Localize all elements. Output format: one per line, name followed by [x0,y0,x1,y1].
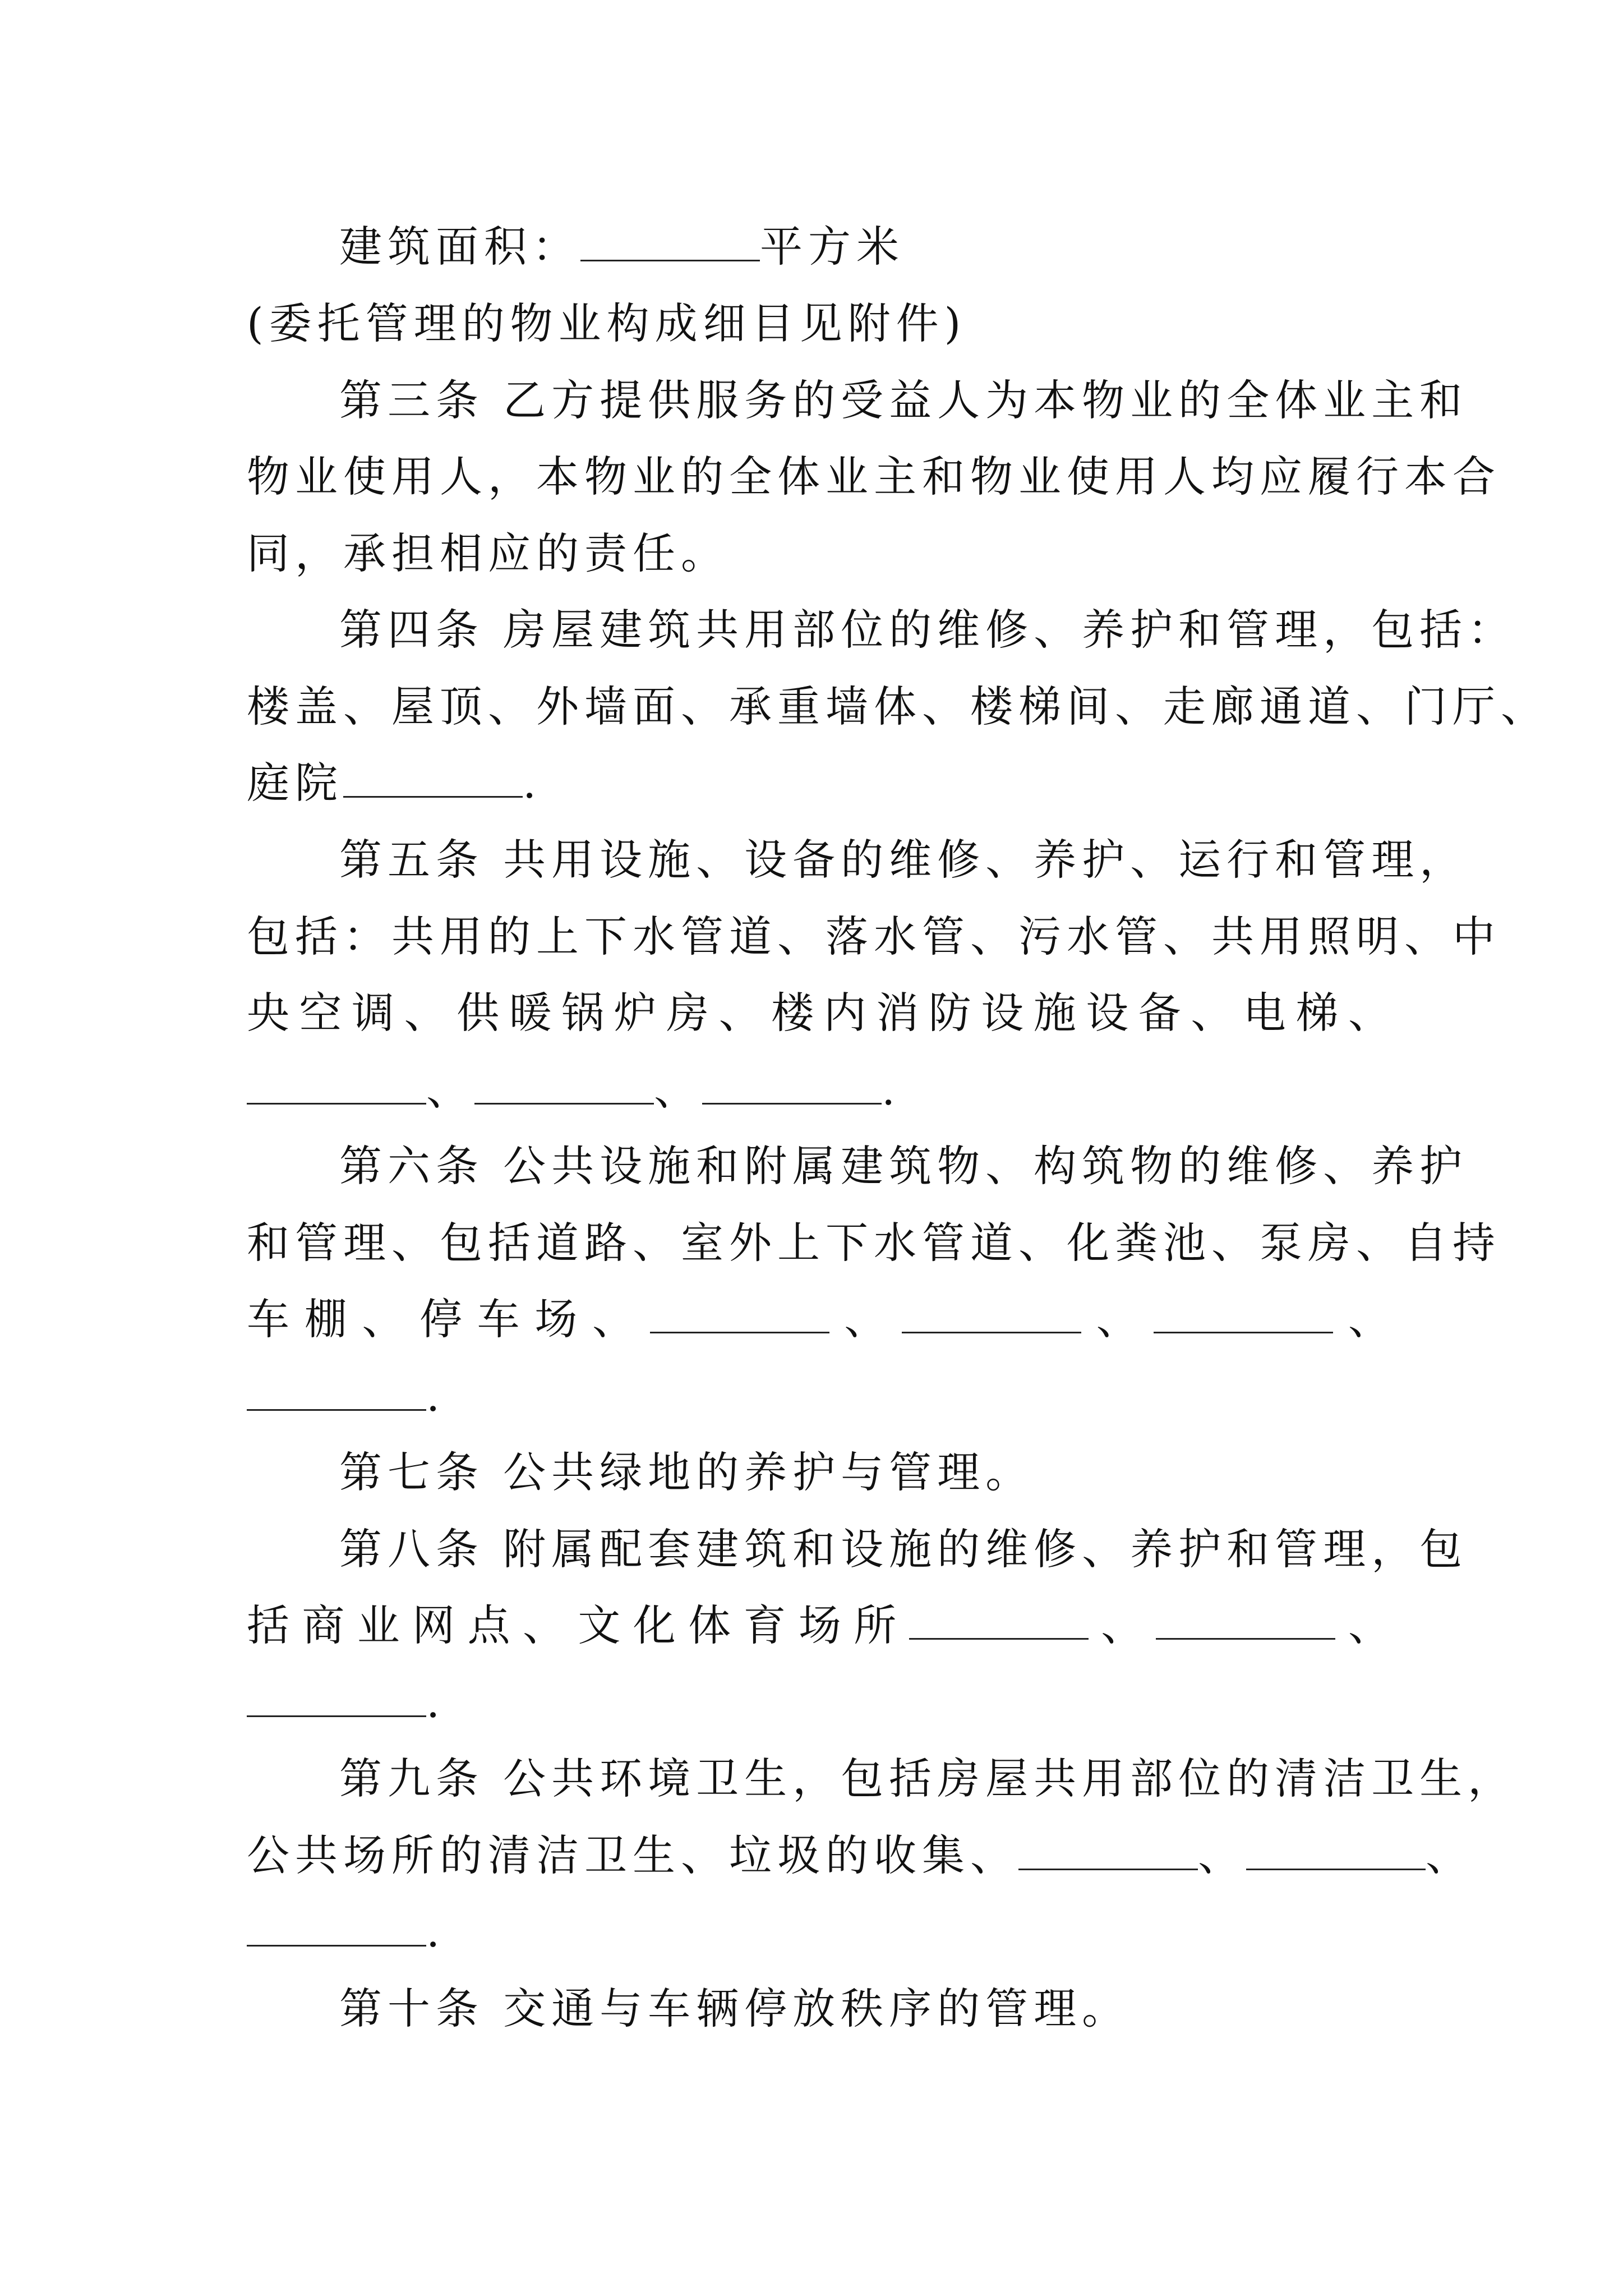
text: 楼盖、屋顶、外墙面、承重墙体、楼梯间、走廊通道、门厅、 [247,682,1549,731]
text: 第四条 房屋建筑共用部位的维修、养护和管理，包括： [339,605,1516,655]
char: 车 [247,1294,289,1344]
char: 场 [798,1600,841,1650]
text: 第十条 交通与车辆停放秩序的管理。 [339,1984,1131,2033]
fill-blank [1018,1828,1198,1870]
text: 第六条 公共设施和附属建筑物、构筑物的维修、养护 [339,1141,1468,1191]
fill-blank [1156,1598,1335,1640]
text: 第七条 公共绿地的养护与管理。 [339,1447,1034,1497]
article-3-line-3 [247,526,1391,582]
fill-blank [247,1675,426,1717]
separator: 、 [844,1294,887,1344]
char: 业 [357,1600,400,1650]
fill-blank [247,1062,426,1105]
fill-blank [702,1062,882,1105]
char: 、 [592,1294,635,1344]
article-6-line-2 [247,1215,1501,1271]
fill-blank [343,756,523,798]
separator: 、 [1348,1294,1391,1344]
period: . [523,758,542,808]
text: 包括：共用的上下水管道、落水管、污水管、共用照明、中 [247,912,1501,961]
separator: 、 [1426,1830,1474,1880]
text: 第五条 共用设施、设备的维修、养护、运行和管理， [339,835,1468,885]
separator: 、 [1198,1830,1246,1880]
char: 设 [1086,988,1129,1038]
article-6-line-4 [247,1368,1391,1424]
char: 梯 [1295,988,1339,1038]
article-9-line-1 [339,1751,1516,1807]
char: 内 [823,988,866,1038]
article-9-line-3 [247,1904,1391,1960]
article-3-line-2 [247,449,1501,505]
fill-blank [1246,1828,1426,1870]
separator: 、 [1348,1600,1391,1650]
char: 空 [299,988,342,1038]
char: 电 [1243,988,1286,1038]
article-8-line-2 [247,1598,1391,1654]
char: 文 [578,1600,621,1650]
separator: 、 [426,1065,474,1115]
article-9-line-2 [247,1828,1474,1884]
separator: 、 [1101,1600,1144,1650]
article-4-line-2 [247,679,1549,735]
char: 防 [928,988,971,1038]
fill-blank [909,1598,1089,1640]
note-text: (委托管理的物业构成细目见附件) [247,298,967,348]
article-5-line-3 [247,985,1391,1041]
char: 点 [467,1600,510,1650]
text: 公共场所的清洁卫生、垃圾的收集、 [247,1830,1018,1880]
char: 调 [352,988,395,1038]
char: 所 [854,1600,897,1650]
fill-blank [247,1904,426,1947]
fill-blank [902,1291,1081,1333]
text: 第三条 乙方提供服务的受益人为本物业的全体业主和 [339,375,1468,425]
line-building-area [339,219,1391,275]
building-area-unit: 平方米 [760,222,905,272]
separator: 、 [1096,1294,1139,1344]
char: 体 [688,1600,731,1650]
period: . [426,1907,446,1957]
char: 楼 [771,988,814,1038]
char: 房 [666,988,709,1038]
fill-blank [1154,1291,1333,1333]
char: 商 [302,1600,345,1650]
text: 庭院 [247,758,343,808]
article-8-line-1 [339,1521,1468,1577]
article-5-line-2 [247,909,1501,965]
char: 备 [1138,988,1181,1038]
char: 化 [633,1600,676,1650]
period: . [426,1677,446,1727]
article-10 [339,1981,1391,2037]
text: 同，承担相应的责任。 [247,528,729,578]
article-4-line-1 [339,602,1516,658]
article-5-line-1 [339,832,1468,888]
char: 炉 [614,988,657,1038]
text: 第八条 附属配套建筑和设施的维修、养护和管理，包 [339,1524,1468,1574]
char: 暖 [509,988,552,1038]
char: 网 [412,1600,455,1650]
char: 车 [477,1294,520,1344]
building-area-label: 建筑面积： [339,222,580,272]
char: 施 [1033,988,1076,1038]
char: 锅 [561,988,605,1038]
char: 供 [457,988,500,1038]
char: 育 [743,1600,786,1650]
article-6-line-1 [339,1138,1468,1194]
char: 、 [362,1294,405,1344]
char: 、 [1191,988,1234,1038]
article-7 [339,1444,1391,1501]
period: . [882,1065,901,1115]
char: 、 [522,1600,565,1650]
text: 和管理、包括道路、室外上下水管道、化粪池、泵房、自持 [247,1218,1501,1268]
period: . [426,1371,446,1421]
char: 棚 [304,1294,347,1344]
char: 消 [876,988,919,1038]
char: 、 [1348,988,1391,1038]
text: 第九条 公共环境卫生，包括房屋共用部位的清洁卫生， [339,1754,1516,1803]
article-6-line-3 [247,1291,1391,1347]
line-note [247,296,1391,352]
fill-blank [580,219,760,261]
article-3-line-1 [339,372,1468,429]
char: 场 [534,1294,578,1344]
char: 停 [419,1294,462,1344]
article-4-line-3 [247,755,1391,811]
fill-blank [247,1369,426,1411]
char: 央 [247,988,289,1038]
char: 括 [247,1600,289,1650]
article-8-line-3 [247,1674,1391,1731]
text: 物业使用人，本物业的全体业主和物业使用人均应履行本合 [247,452,1501,501]
separator: 、 [654,1065,702,1115]
fill-blank [650,1291,829,1333]
article-5-line-4 [247,1062,1391,1118]
char: 、 [404,988,447,1038]
char: 、 [718,988,762,1038]
fill-blank [474,1062,654,1105]
char: 设 [981,988,1024,1038]
